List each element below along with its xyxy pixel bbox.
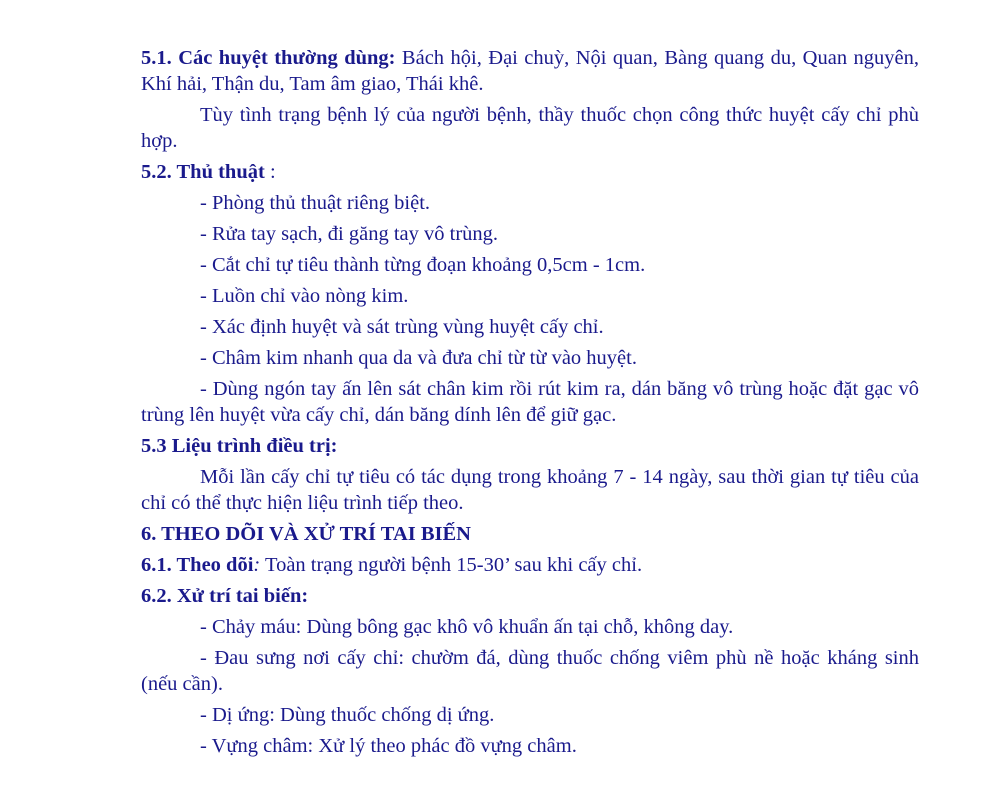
section-5-1-note: Tùy tình trạng bệnh lý của người bệnh, thầy thuốc chọn công thức huyệt cấy chỉ phù hợp. [141, 104, 919, 152]
procedure-step: - Rửa tay sạch, đi găng tay vô trùng. [200, 223, 499, 245]
procedure-step: - Dùng ngón tay ấn lên sát chân kim rồi rút kim ra, dán băng vô trùng hoặc đặt gạc vô trùng lên huyệt vừa cấy chỉ, dán băng dính lên để giữ gạc. [141, 378, 919, 426]
complication-item: - Vựng châm: Xử lý theo phác đồ vựng châm. [200, 735, 577, 757]
section-5-1-text: Bách hội, Đại chuỳ, Nội quan, Bàng quang du, Quan nguyên, Khí hải, Thận du, Tam âm giao, Thái khê. [141, 47, 919, 95]
section-6-1-text: Toàn trạng người bệnh 15-30’ sau khi cấy chỉ. [260, 554, 643, 576]
complication-item: - Đau sưng nơi cấy chỉ: chườm đá, dùng thuốc chống viêm phù nề hoặc kháng sinh (nếu cần). [141, 647, 919, 695]
section-5-2-heading-suffix: : [264, 161, 276, 183]
section-5-2-heading-line [141, 159, 919, 185]
section-5-2-heading: 5.2. Thủ thuật [141, 161, 265, 183]
procedure-step: - Châm kim nhanh qua da và đưa chỉ từ từ vào huyệt. [200, 347, 637, 369]
procedure-step: - Phòng thủ thuật riêng biệt. [200, 192, 431, 214]
complication-item: - Chảy máu: Dùng bông gạc khô vô khuẩn ấn tại chỗ, không day. [200, 616, 734, 638]
section-6-2-heading: 6.2. Xử trí tai biến: [141, 585, 309, 607]
section-6-1-colon: : [253, 554, 261, 576]
procedure-step: - Cắt chỉ tự tiêu thành từng đoạn khoảng 0,5cm - 1cm. [200, 254, 646, 276]
section-6-2-heading-line [141, 583, 919, 609]
section-5-3-heading-line [141, 433, 919, 459]
section-5-1-heading: 5.1. Các huyệt thường dùng: [141, 47, 396, 69]
section-5-3-heading: 5.3 Liệu trình điều trị: [141, 435, 338, 457]
section-6-1-heading: 6.1. Theo dõi [141, 554, 254, 576]
section-6-heading: 6. THEO DÕI VÀ XỬ TRÍ TAI BIẾN [141, 523, 471, 545]
section-6-1-paragraph [141, 552, 919, 578]
complication-item: - Dị ứng: Dùng thuốc chống dị ứng. [200, 704, 495, 726]
procedure-step: - Luồn chỉ vào nòng kim. [200, 285, 409, 307]
document-page [141, 45, 919, 759]
section-5-1-paragraph [141, 45, 919, 97]
procedure-step: - Xác định huyệt và sát trùng vùng huyệt cấy chỉ. [200, 316, 604, 338]
section-6-heading-line [141, 521, 919, 547]
section-5-3-text: Mỗi lần cấy chỉ tự tiêu có tác dụng trong khoảng 7 - 14 ngày, sau thời gian tự tiêu của chỉ có thể thực hiện liệu trình tiếp theo. [141, 466, 919, 514]
